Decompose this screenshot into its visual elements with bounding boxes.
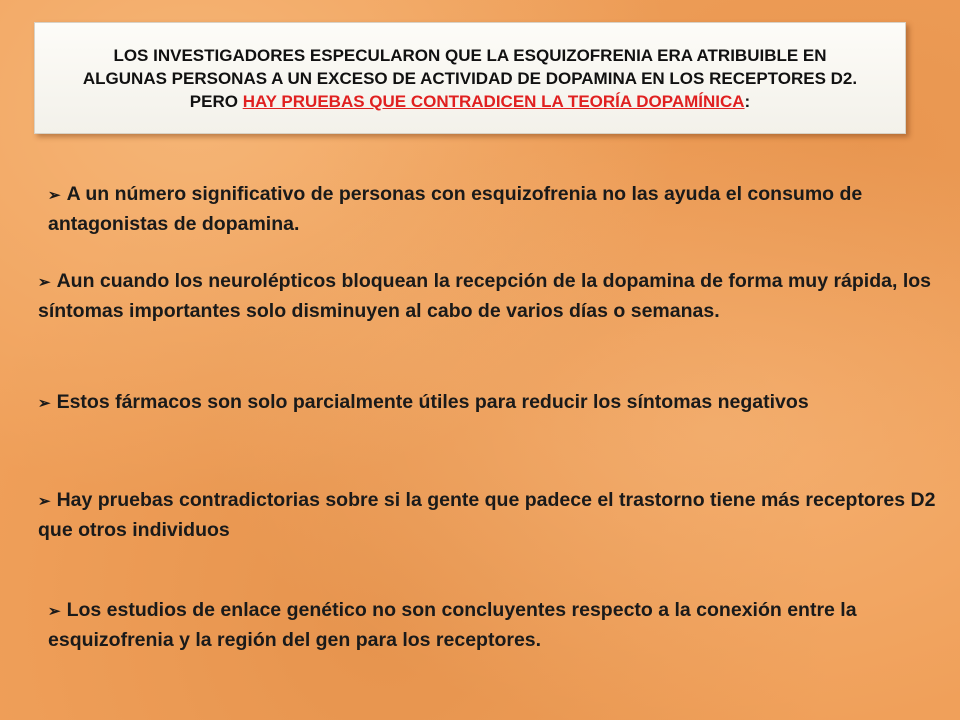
title-colon: : (744, 91, 751, 111)
arrow-bullet-icon: ➢ (38, 274, 51, 291)
bullet-text: Hay pruebas contradictorias sobre si la gente que padece el trastorno tiene más receptores D2 que otros individuos (38, 489, 936, 541)
bullet-item (38, 267, 948, 326)
title-text: LOS INVESTIGADORES ESPECULARON QUE LA ESQUIZOFRENIA ERA ATRIBUIBLE EN ALGUNAS PERSONAS A UN EXCESO DE ACTIVIDAD DE DOPAMINA EN LOS RECEPTORES D2. PERO (82, 45, 858, 111)
title-box (34, 22, 906, 134)
arrow-bullet-icon: ➢ (38, 395, 51, 412)
bullet-item (38, 388, 918, 418)
slide-title (75, 44, 865, 113)
bullet-item (38, 486, 938, 545)
bullet-text: A un número significativo de personas con esquizofrenia no las ayuda el consumo de antagonistas de dopamina. (48, 183, 863, 235)
bullet-text: Los estudios de enlace genético no son concluyentes respecto a la conexión entre la esquizofrenia y la región del gen para los receptores. (48, 599, 857, 651)
arrow-bullet-icon: ➢ (48, 603, 61, 620)
bullet-item (48, 180, 918, 239)
bullet-text: Estos fármacos son solo parcialmente útiles para reducir los síntomas negativos (56, 391, 809, 413)
title-link[interactable]: HAY PRUEBAS QUE CONTRADICEN LA TEORÍA DOPAMÍNICA (242, 91, 745, 111)
bullet-text: Aun cuando los neurolépticos bloquean la recepción de la dopamina de forma muy rápida, los síntomas importantes solo disminuyen al cabo de varios días o semanas. (38, 270, 931, 322)
arrow-bullet-icon: ➢ (38, 493, 51, 510)
bullet-item (48, 596, 928, 655)
arrow-bullet-icon: ➢ (48, 187, 61, 204)
